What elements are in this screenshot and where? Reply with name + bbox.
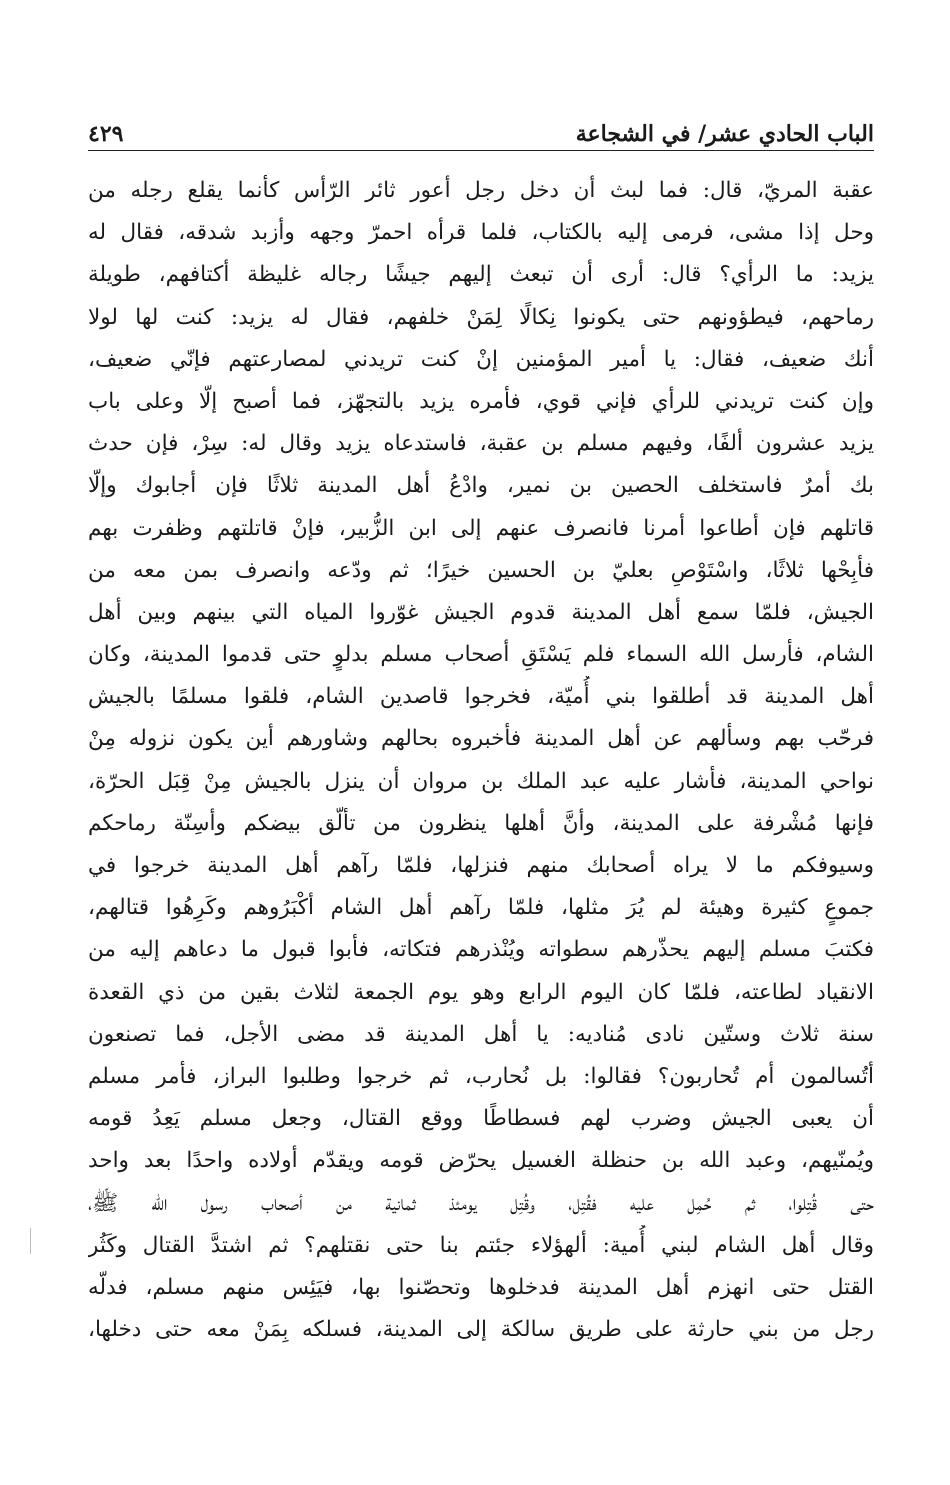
margin-scan-mark bbox=[30, 1228, 31, 1254]
text-line: أهل المدينة قد أطلقوا بني أُميّة، فخرجوا قاصدين الشام، فلقوا مسلمًا بالجيش bbox=[88, 684, 874, 710]
text-line: يزيد عشرون ألفًا، وفيهم مسلم بن عقبة، فاستدعاه يزيد وقال له: سِرْ، فإن حدث bbox=[88, 431, 874, 457]
text-line: فإنها مُشْرفة على المدينة، وأنَّ أهلها ينظرون من تألّق بيضكم وأسِنّة رماحكم bbox=[88, 810, 874, 836]
body-text bbox=[88, 170, 874, 1351]
chapter-title: الباب الحادي عشر/ في الشجاعة bbox=[575, 121, 874, 147]
text-line: ويُمنّيهم، وعبد الله بن حنظلة الغسيل يحرّض قومه ويقدّم أولاده واحدًا بعد واحد bbox=[88, 1148, 874, 1174]
text-line: الجيش، فلمّا سمع أهل المدينة قدوم الجيش غوّروا المياه التي بينهم وبين أهل bbox=[88, 599, 874, 625]
text-line: رجل من بني حارثة على طريق سالكة إلى المدينة، فسلكه بِمَنْ معه حتى دخلها، bbox=[88, 1317, 874, 1343]
header-rule bbox=[88, 150, 874, 151]
text-line: أتُسالمون أم تُحاربون؟ فقالوا: بل نُحارب، ثم خرجوا وطلبوا البراز، فأمر مسلم bbox=[88, 1063, 874, 1089]
text-line: وقال أهل الشام لبني أُمية: ألهؤلاء جئتم بنا حتى نقتلهم؟ ثم اشتدَّ القتال وكَثُر bbox=[88, 1232, 874, 1258]
text-line: فكتبَ مسلم إليهم يحذّرهم سطواته ويُنْذرهم فتكاته، فأبوا قبول ما دعاهم إليه من bbox=[88, 937, 874, 963]
running-header bbox=[88, 118, 874, 150]
text-line: يزيد: ما الرأي؟ قال: أرى أن تبعث إليهم جيشًا رجاله غليظة أكتافهم، طويلة bbox=[88, 262, 874, 288]
text-line: سنة ثلاث وستّين نادى مُناديه: يا أهل المدينة قد مضى الأجل، فما تصنعون bbox=[88, 1021, 874, 1047]
text-line: أن يعبى الجيش وضرب لهم فسطاطًا ووقع القتال، وجعل مسلم يَعِدُ قومه bbox=[88, 1106, 874, 1132]
text-line: قاتلهم فإن أطاعوا أمرنا فانصرف عنهم إلى ابن الزُّبير، فإنْ قاتلتهم وظفرت بهم bbox=[88, 515, 874, 541]
page-number: ٤٢٩ bbox=[88, 121, 124, 147]
text-line: جموعٍ كثيرة وهيئة لم يُرَ مثلها، فلمّا رآهم أهل الشام أكْبَرُوهم وكَرِهُوا قتالهم، bbox=[88, 895, 874, 921]
text-line: أنك ضعيف، فقال: يا أمير المؤمنين إنْ كنت تريدني لمصارعتهم فإنّي ضعيف، bbox=[88, 346, 874, 372]
text-line: حتى قُتِلوا، ثم حُمِل عليه فقُتِل، وقُتِل يومئذ ثمانية من أصحاب رسول الله ﷺ، bbox=[88, 1190, 874, 1216]
text-line: وسيوفكم ما لا يراه أصحابك منهم فنزلها، فلمّا رآهم أهل المدينة خرجوا في bbox=[88, 853, 874, 878]
text-line: بك أمرٌ فاستخلف الحصين بن نمير، وادْعُ أهل المدينة ثلاثًا فإن أجابوك وإلّا bbox=[88, 473, 874, 499]
text-line: وحل إذا مشى، فرمى إليه بالكتاب، فلما قرأه احمرّ وجهه وأزبد شدقه، فقال له bbox=[88, 220, 874, 246]
text-line: عقبة المريّ، قال: فما لبث أن دخل رجل أعور ثائر الرّأس كأنما يقلع رجله من bbox=[88, 178, 874, 203]
text-line: الانقياد لطاعته، فلمّا كان اليوم الرابع وهو يوم الجمعة لثلاث بقين من ذي القعدة bbox=[88, 979, 874, 1005]
text-line: فرحّب بهم وسألهم عن أهل المدينة فأخبروه بحالهم وشاورهم أين يكون نزوله مِنْ bbox=[88, 726, 874, 752]
text-line: رماحهم، فيطؤونهم حتى يكونوا نِكالًا لِمَنْ خلفهم، فقال له يزيد: كنت لها لولا bbox=[88, 304, 874, 330]
text-line: نواحي المدينة، فأشار عليه عبد الملك بن مروان أن ينزل بالجيش مِنْ قِبَل الحرّة، bbox=[88, 768, 874, 794]
text-line: القتل حتى انهزم أهل المدينة فدخلوها وتحصّنوا بها، فيَئِس منهم مسلم، فدلّه bbox=[88, 1274, 874, 1300]
text-line: الشام، فأرسل الله السماء فلم يَسْتَقِ أصحاب مسلم بدلوٍ حتى قدموا المدينة، وكان bbox=[88, 642, 874, 668]
text-line: وإن كنت تريدني للرأي فإني قوي، فأمره يزيد بالتجهّز، فما أصبح إلّا وعلى باب bbox=[88, 388, 874, 414]
text-line: فأبِحْها ثلاثًا، واسْتَوْصِ بعليّ بن الحسين خيرًا؛ ثم ودّعه وانصرف بمن معه من bbox=[88, 557, 874, 583]
